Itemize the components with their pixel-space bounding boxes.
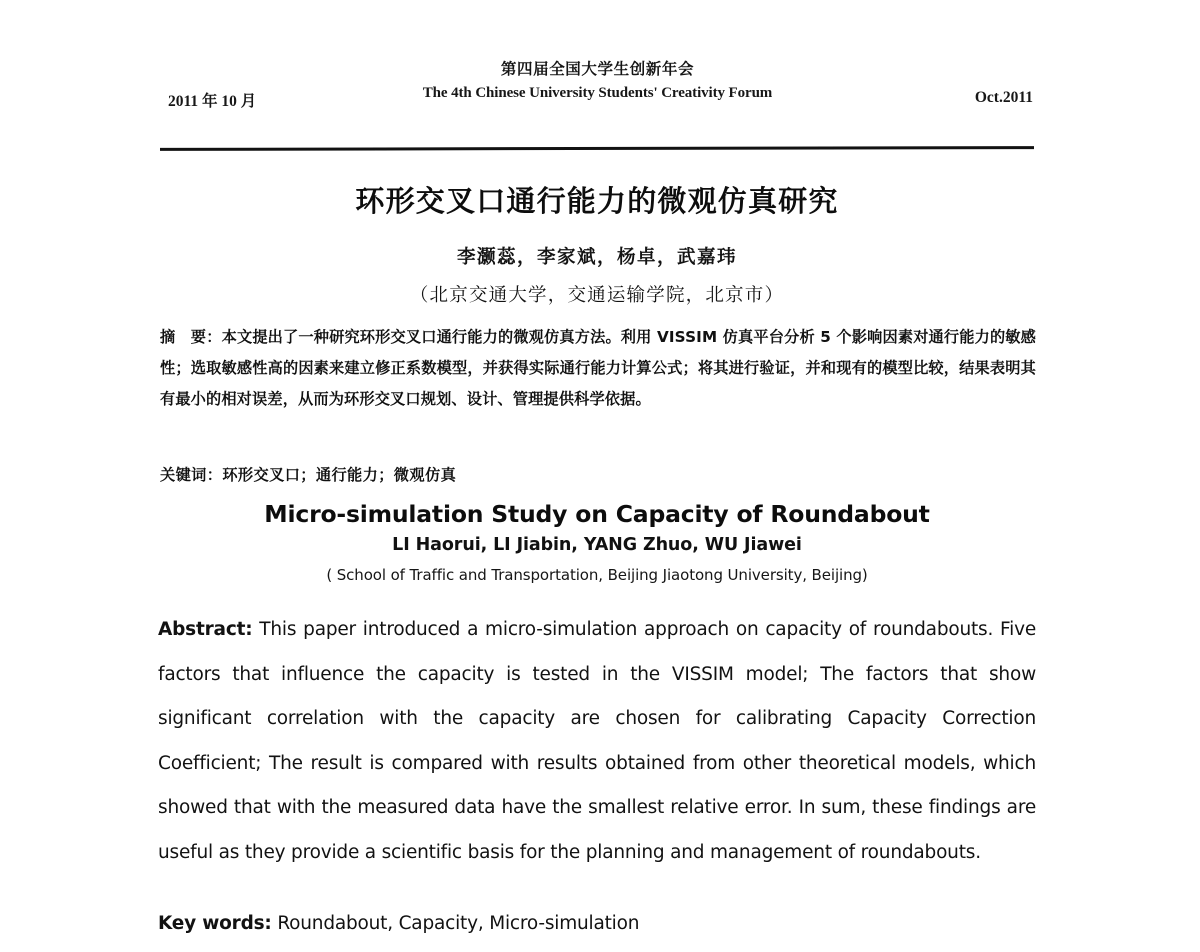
affiliation-chinese: （北京交通大学，交通运输学院，北京市） xyxy=(409,285,785,307)
abstract-english xyxy=(158,608,1036,875)
abstract-label-english: Abstract: xyxy=(158,619,253,640)
keywords-label-english: Key words: xyxy=(158,913,272,934)
issue-date-chinese: 2011 年 10 月 xyxy=(168,93,257,110)
header-divider-rule xyxy=(160,146,1034,150)
english-title-block xyxy=(160,500,1034,584)
running-header xyxy=(160,58,1035,120)
abstract-body-chinese: 本文提出了一种研究环形交叉口通行能力的微观仿真方法。利用 VISSIM 仿真平台分析 5 个影响因素对通行能力的敏感性；选取敏感性高的因素来建立修正系数模型，并获得实际通行能力计算公式；将其进行验证，并和现有的模型比较，结果表明其有最小的相对误差，从而为环形交叉口规划、设计、管理提供科学依据。 xyxy=(160,328,1036,408)
keywords-body-english: Roundabout, Capacity, Micro-simulation xyxy=(271,913,640,934)
keywords-chinese: 关键词：环形交叉口；通行能力；微观仿真 xyxy=(160,466,457,484)
abstract-label-chinese: 摘 要： xyxy=(160,328,222,346)
author-list-english: LI Haorui, LI Jiabin, YANG Zhuo, WU Jiawei xyxy=(392,535,802,555)
conference-name-chinese: 第四届全国大学生创新年会 xyxy=(500,60,695,78)
conference-name-english: The 4th Chinese University Students' Creativity Forum xyxy=(422,85,773,101)
paper-title-chinese: 环形交叉口通行能力的微观仿真研究 xyxy=(355,184,839,218)
abstract-body-english: This paper introduced a micro-simulation approach on capacity of roundabouts. Five factors that influence the capacity is tested in the VISSIM model; The factors that show significant correlation with the capacity are chosen for calibrating Capacity Correction Coefficient; The result is compared with results obtained from other theoretical models, which showed that with the measured data have the smallest relative error. In sum, these findings are useful as they provide a scientific basis for the planning and management of roundabouts. xyxy=(158,619,1036,863)
paper-title-english: Micro-simulation Study on Capacity of Roundabout xyxy=(264,500,930,528)
conference-names xyxy=(160,58,1035,104)
keywords-english xyxy=(158,913,1036,934)
issue-date-english: Oct.2011 xyxy=(974,89,1033,106)
abstract-chinese xyxy=(160,322,1036,415)
chinese-title-block xyxy=(160,183,1034,307)
author-list-chinese: 李灏蕊，李家斌，杨卓，武嘉玮 xyxy=(456,247,737,269)
affiliation-english: ( School of Traffic and Transportation, Beijing Jiaotong University, Beijing) xyxy=(326,566,868,584)
